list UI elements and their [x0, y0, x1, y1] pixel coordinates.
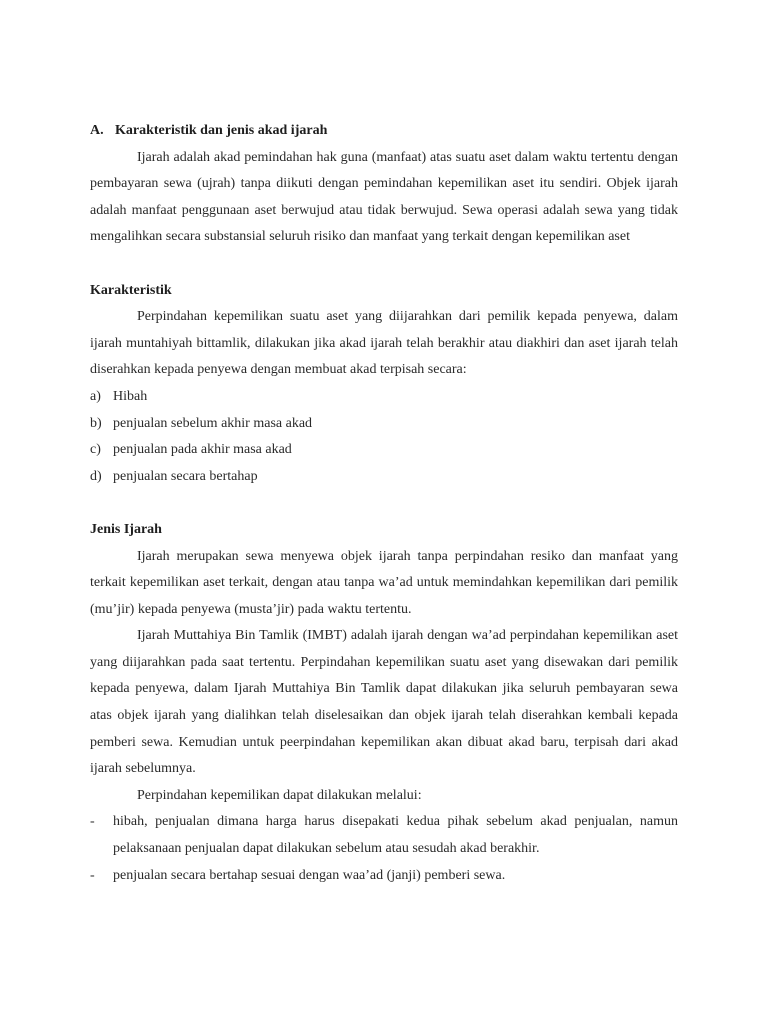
karakteristik-heading: Karakteristik	[90, 282, 172, 298]
list-item	[90, 384, 678, 411]
list-marker: b)	[90, 415, 102, 431]
list-text: Hibah	[113, 388, 148, 404]
jenis-paragraph-1: Ijarah merupakan sewa menyewa objek ijarah tanpa perpindahan resiko dan manfaat yang terkait kepemilikan aset terkait, dengan atau tanpa wa’ad untuk memindahkan kepemilikan dari pemilik (mu’jir) kepada penyewa (musta’jir) pada waktu tertentu.	[90, 548, 678, 617]
list-marker: a)	[90, 388, 101, 404]
list-text: penjualan pada akhir masa akad	[113, 442, 292, 458]
section-a-heading	[90, 118, 678, 145]
list-text: penjualan sebelum akhir masa akad	[113, 415, 313, 431]
list-marker: d)	[90, 468, 102, 484]
section-a-marker: A.	[90, 123, 104, 138]
karakteristik-paragraph: Perpindahan kepemilikan suatu aset yang diijarahkan dari pemilik kepada penyewa, dalam ijarah muntahiyah bittamlik, dilakukan jika akad ijarah telah berakhir atau diakhiri dan aset ijarah telah diserahkan kepada penyewa dengan membuat akad terpisah secara:	[90, 309, 678, 378]
list-item	[90, 411, 678, 438]
spacer	[90, 490, 678, 517]
jenis-ijarah-heading: Jenis Ijarah	[90, 521, 162, 537]
list-item	[90, 863, 678, 890]
list-item	[90, 464, 678, 491]
list-text: penjualan secara bertahap sesuai dengan waa’ad (janji) pemberi sewa.	[113, 867, 506, 883]
list-marker: -	[90, 814, 95, 830]
list-text: hibah, penjualan dimana harga harus disepakati kedua pihak sebelum akad penjualan, namun pelaksanaan penjualan dapat dilakukan sebelum atau sesudah akad berakhir.	[113, 814, 678, 857]
karakteristik-list	[90, 384, 678, 490]
spacer	[90, 251, 678, 278]
jenis-paragraph-2: Ijarah Muttahiya Bin Tamlik (IMBT) adalah ijarah dengan wa’ad perpindahan kepemilikan aset yang diijarahkan pada saat tertentu. Perpindahan kepemilikan suatu aset yang disewakan dari pemilik kepada penyewa, dalam Ijarah Muttahiya Bin Tamlik dapat dilakukan jika seluruh pembayaran sewa atas objek ijarah yang dialihkan telah diselesaikan dan objek ijarah telah diserahkan kembali kepada pemberi sewa. Kemudian untuk peerpindahan kepemilikan akan dibuat akad baru, terpisah dari akad ijarah sebelumnya.	[90, 628, 678, 777]
section-a-title: Karakteristik dan jenis akad ijarah	[115, 123, 328, 138]
list-item	[90, 437, 678, 464]
list-item	[90, 809, 678, 862]
jenis-list	[90, 809, 678, 889]
list-text: penjualan secara bertahap	[113, 468, 258, 484]
list-marker: c)	[90, 442, 101, 458]
section-a-paragraph: Ijarah adalah akad pemindahan hak guna (manfaat) atas suatu aset dalam waktu tertentu dengan pembayaran sewa (ujrah) tanpa diikuti dengan pemindahan kepemilikan aset itu sendiri. Objek ijarah adalah manfaat penggunaan aset berwujud atau tidak berwujud. Sewa operasi adalah sewa yang tidak mengalihkan secara substansial seluruh risiko dan manfaat yang terkait dengan kepemilikan aset	[90, 149, 678, 245]
list-marker: -	[90, 867, 95, 883]
jenis-paragraph-3: Perpindahan kepemilikan dapat dilakukan melalui:	[137, 787, 422, 803]
